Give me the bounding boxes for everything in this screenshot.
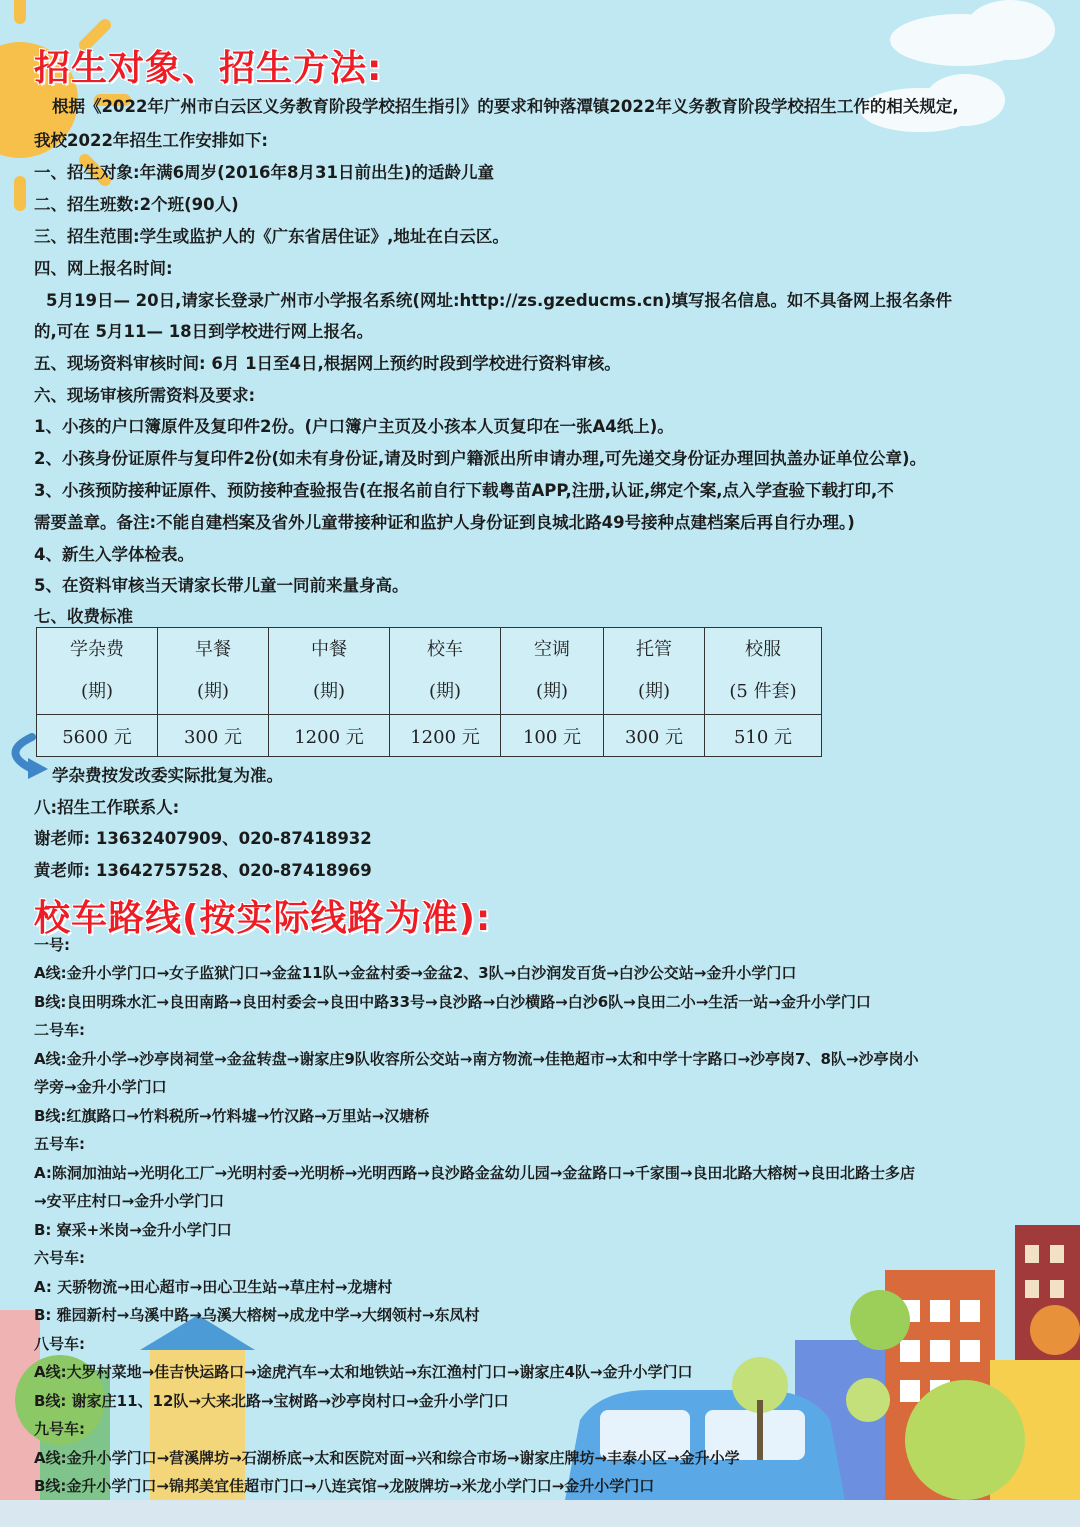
route-line: A线:金升小学门口→女子监狱门口→金盆11队→金盆村委→金盆2、3队→白沙润发百货→白沙公交站→金升小学门口 xyxy=(34,964,797,982)
fee-header-period: (5 件套) xyxy=(729,681,797,702)
route-line: B线:红旗路口→竹料税所→竹料墟→竹汉路→万里站→汉塘桥 xyxy=(34,1107,430,1125)
route-line: A线:大罗村菜地→佳吉快运路口→途虎汽车→太和地铁站→东江渔村门口→谢家庄4队→金升小学门口 xyxy=(34,1363,693,1381)
online-registration-detail-line2: 的,可在 5月11— 18日到学校进行网上报名。 xyxy=(34,322,374,341)
contact-xie: 谢老师: 13632407909、020-87418932 xyxy=(34,829,372,848)
online-registration-detail-line1: 5月19日— 20日,请家长登录广州市小学报名系统(网址:http://zs.gzeducms.cn)填写报名信息。如不具备网上报名条件 xyxy=(46,291,953,310)
route-line: A:陈洞加油站→光明化工厂→光明村委→光明桥→光明西路→良沙路金盆幼儿园→金盆路口→千家围→良田北路大榕树→良田北路士多店 xyxy=(34,1164,916,1182)
online-registration-heading: 四、网上报名时间: xyxy=(34,259,173,278)
admission-target: 一、招生对象:年满6周岁(2016年8月31日前出生)的适龄儿童 xyxy=(34,163,495,182)
onsite-review-time: 五、现场资料审核时间: 6月 1日至4日,根据网上预约时段到学校进行资料审核。 xyxy=(34,354,621,373)
fee-header-cell xyxy=(37,628,158,715)
requirement-1: 1、小孩的户口簿原件及复印件2份。(户口簿户主页及小孩本人页复印在一张A4纸上)。 xyxy=(34,417,674,436)
fee-header-period: (期) xyxy=(428,681,462,702)
fee-header-label: 托管 xyxy=(636,639,672,660)
route-group-heading: 八号车: xyxy=(34,1335,85,1353)
contact-huang: 黄老师: 13642757528、020-87418969 xyxy=(34,861,372,880)
requirement-3-line2: 需要盖章。备注:不能自建档案及省外儿童带接种证和监护人身份证到良城北路49号接种点建档案后再自行办理。) xyxy=(34,513,855,532)
fee-table-value-row xyxy=(37,715,822,757)
requirement-4: 4、新生入学体检表。 xyxy=(34,545,194,564)
contacts-heading: 八:招生工作联系人: xyxy=(34,798,180,817)
fee-note: 学杂费按发改委实际批复为准。 xyxy=(52,766,283,785)
fee-standard-heading: 七、收费标准 xyxy=(34,607,133,626)
route-line: B: 寮采+米岗→金升小学门口 xyxy=(34,1221,232,1239)
fee-header-period: (期) xyxy=(535,681,569,702)
fee-header-cell xyxy=(501,628,604,715)
required-materials-heading: 六、现场审核所需资料及要求: xyxy=(34,386,256,405)
intro-text-line1: 根据《2022年广州市白云区义务教育阶段学校招生指引》的要求和钟落潭镇2022年义务教育阶段学校招生工作的相关规定, xyxy=(52,97,959,116)
route-line: A线:金升小学→沙亭岗祠堂→金盆转盘→谢家庄9队收容所公交站→南方物流→佳艳超市→太和中学十字路口→沙亭岗7、8队→沙亭岗小 xyxy=(34,1050,919,1068)
requirement-3-line1: 3、小孩预防接种证原件、预防接种查验报告(在报名前自行下载粤苗APP,注册,认证,绑定个案,点入学查验下载打印,不 xyxy=(34,481,894,500)
route-group-heading: 一号: xyxy=(34,936,70,954)
route-line: B线:良田明珠水汇→良田南路→良田村委会→良田中路33号→良沙路→白沙横路→白沙6队→良田二小→生活一站→金升小学门口 xyxy=(34,993,871,1011)
fee-value-cell: 1200 元 xyxy=(390,715,501,757)
intro-text-line2: 我校2022年招生工作安排如下: xyxy=(34,131,269,150)
route-line: B线: 谢家庄11、12队→大来北路→宝树路→沙亭岗村口→金升小学门口 xyxy=(34,1392,509,1410)
fee-table-header-row xyxy=(37,628,822,715)
fee-header-label: 早餐 xyxy=(195,639,231,660)
route-line: A: 天骄物流→田心超市→田心卫生站→草庄村→龙塘村 xyxy=(34,1278,393,1296)
route-group-heading: 六号车: xyxy=(34,1249,85,1267)
route-group-heading: 九号车: xyxy=(34,1420,85,1438)
fee-header-label: 校车 xyxy=(427,639,463,660)
admission-scope: 三、招生范围:学生或监护人的《广东省居住证》,地址在白云区。 xyxy=(34,227,509,246)
fee-header-period: (期) xyxy=(196,681,230,702)
fee-value-cell: 1200 元 xyxy=(269,715,390,757)
fee-value-cell: 300 元 xyxy=(604,715,705,757)
fee-header-period: (期) xyxy=(312,681,346,702)
fee-header-cell xyxy=(604,628,705,715)
section-title-bus-routes: 校车路线(按实际线路为准): xyxy=(34,898,492,939)
fee-header-label: 校服 xyxy=(745,639,781,660)
route-line: 学旁→金升小学门口 xyxy=(34,1078,167,1096)
fee-value-cell: 5600 元 xyxy=(37,715,158,757)
fee-header-label: 空调 xyxy=(534,639,570,660)
route-line: B: 雅园新村→乌溪中路→乌溪大榕树→成龙中学→大纲领村→东凤村 xyxy=(34,1306,480,1324)
fee-header-period: (期) xyxy=(80,681,114,702)
fee-header-label: 中餐 xyxy=(311,639,347,660)
section-title-admission: 招生对象、招生方法: xyxy=(34,48,383,89)
fee-header-label: 学杂费 xyxy=(70,639,124,660)
requirement-5: 5、在资料审核当天请家长带儿童一同前来量身高。 xyxy=(34,576,409,595)
fee-header-cell xyxy=(705,628,822,715)
fee-header-cell xyxy=(390,628,501,715)
fee-value-cell: 100 元 xyxy=(501,715,604,757)
requirement-2: 2、小孩身份证原件与复印件2份(如未有身份证,请及时到户籍派出所申请办理,可先递交身份证办理回执盖办证单位公章)。 xyxy=(34,449,927,468)
route-line: B线:金升小学门口→锦邦美宜佳超市门口→八连宾馆→龙陂牌坊→米龙小学门口→金升小学门口 xyxy=(34,1477,655,1495)
route-line: →安平庄村口→金升小学门口 xyxy=(34,1192,225,1210)
fee-table xyxy=(36,627,822,757)
fee-value-cell: 300 元 xyxy=(158,715,269,757)
route-line: A线:金升小学门口→营溪牌坊→石湖桥底→太和医院对面→兴和综合市场→谢家庄牌坊→丰泰小区→金升小学 xyxy=(34,1449,740,1467)
fee-value-cell: 510 元 xyxy=(705,715,822,757)
class-count: 二、招生班数:2个班(90人) xyxy=(34,195,239,214)
route-group-heading: 五号车: xyxy=(34,1135,85,1153)
fee-header-cell xyxy=(269,628,390,715)
route-group-heading: 二号车: xyxy=(34,1021,85,1039)
fee-header-cell xyxy=(158,628,269,715)
fee-header-period: (期) xyxy=(637,681,671,702)
